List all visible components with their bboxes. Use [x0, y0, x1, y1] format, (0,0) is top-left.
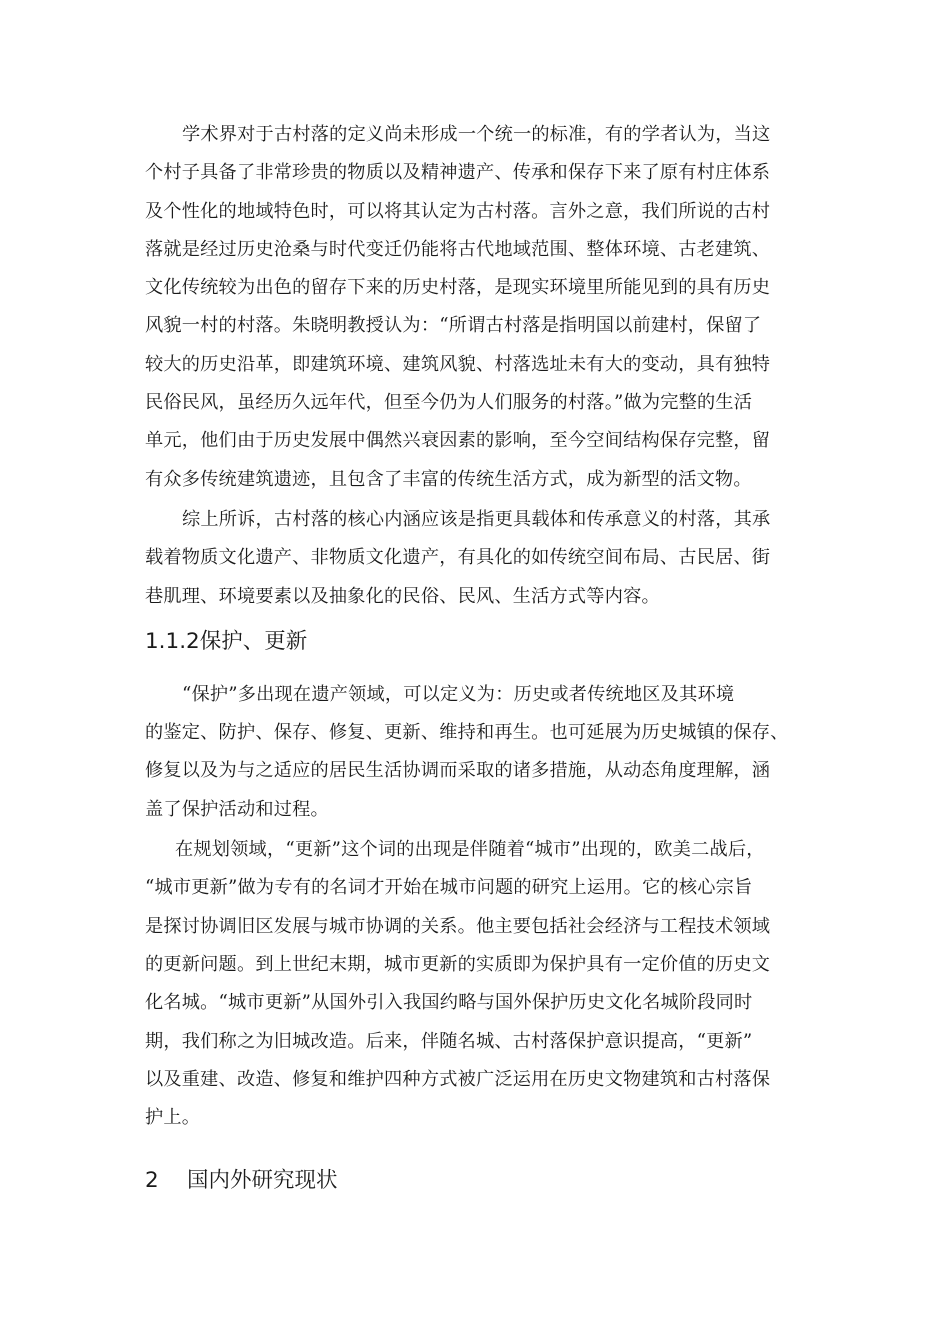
section-number: 2 [145, 1168, 159, 1194]
text-line: 护上。 [145, 1107, 201, 1129]
paragraph-protection [145, 676, 810, 829]
text-line: 在规划领域，“更新”这个词的出现是伴随着“城市”出现的，欧美二战后， [175, 839, 765, 861]
text-line: 有众多传统建筑遗迹，且包含了丰富的传统生活方式，成为新型的活文物。 [145, 468, 752, 490]
text-line: 载着物质文化遗产、非物质文化遗产，有具化的如传统空间布局、古民居、街 [145, 547, 771, 569]
text-line: 民俗民风，虽经历久远年代，但至今仍为人们服务的村落。”做为完整的生活 [145, 392, 753, 414]
section-heading-1-1-2: 1.1.2保护、更新 [145, 628, 308, 654]
text-line: 巷肌理、环境要素以及抽象化的民俗、民风、生活方式等内容。 [145, 585, 660, 607]
text-line: “城市更新”做为专有的名词才开始在城市问题的研究上运用。它的核心宗旨 [145, 877, 753, 899]
text-line: 化名城。“城市更新”从国外引入我国约略与国外保护历史文化名城阶段同时 [145, 992, 753, 1014]
text-line: 较大的历史沿革，即建筑环境、建筑风貌、村落选址未有大的变动，具有独特 [145, 353, 771, 375]
paragraph-definition [145, 116, 810, 499]
text-line: 单元，他们由于历史发展中偶然兴衰因素的影响，至今空间结构保存完整，留 [145, 430, 771, 452]
text-line: 以及重建、改造、修复和维护四种方式被广泛运用在历史文物建筑和古村落保 [145, 1068, 771, 1090]
text-line: “保护”多出现在遗产领域，可以定义为：历史或者传统地区及其环境 [182, 683, 735, 705]
section-title: 国内外研究现状 [187, 1168, 338, 1194]
text-line: 风貌一村的村落。朱晓明教授认为：“所谓古村落是指明国以前建村，保留了 [145, 315, 762, 337]
paragraph-summary [145, 501, 810, 616]
text-line: 落就是经过历史沧桑与时代变迁仍能将古代地域范围、整体环境、古老建筑、 [145, 238, 771, 260]
text-line: 学术界对于古村落的定义尚未形成一个统一的标准，有的学者认为，当这 [182, 124, 771, 145]
text-line: 是探讨协调旧区发展与城市协调的关系。他主要包括社会经济与工程技术领域 [145, 915, 771, 937]
text-line: 期，我们称之为旧城改造。后来，伴随名城、古村落保护意识提高，“更新” [145, 1030, 753, 1052]
paragraph-renewal [145, 831, 810, 1137]
text-line: 的鉴定、防护、保存、修复、更新、维持和再生。也可延展为历史城镇的保存、 [145, 722, 789, 744]
text-line: 个村子具备了非常珍贵的物质以及精神遗产、传承和保存下来了原有村庄体系 [145, 162, 771, 184]
text-line: 的更新问题。到上世纪末期，城市更新的实质即为保护具有一定价值的历史文 [145, 953, 771, 975]
text-line: 综上所诉，古村落的核心内涵应该是指更具载体和传承意义的村落，其承 [182, 508, 771, 530]
text-line: 及个性化的地域特色时，可以将其认定为古村落。言外之意，我们所说的古村 [145, 200, 771, 222]
text-line: 文化传统较为出色的留存下来的历史村落，是现实环境里所能见到的具有历史 [145, 277, 771, 299]
text-line: 盖了保护活动和过程。 [145, 798, 329, 820]
section-heading-2 [145, 1165, 810, 1197]
text-line: 修复以及为与之适应的居民生活协调而采取的诸多措施，从动态角度理解，涵 [145, 760, 771, 782]
